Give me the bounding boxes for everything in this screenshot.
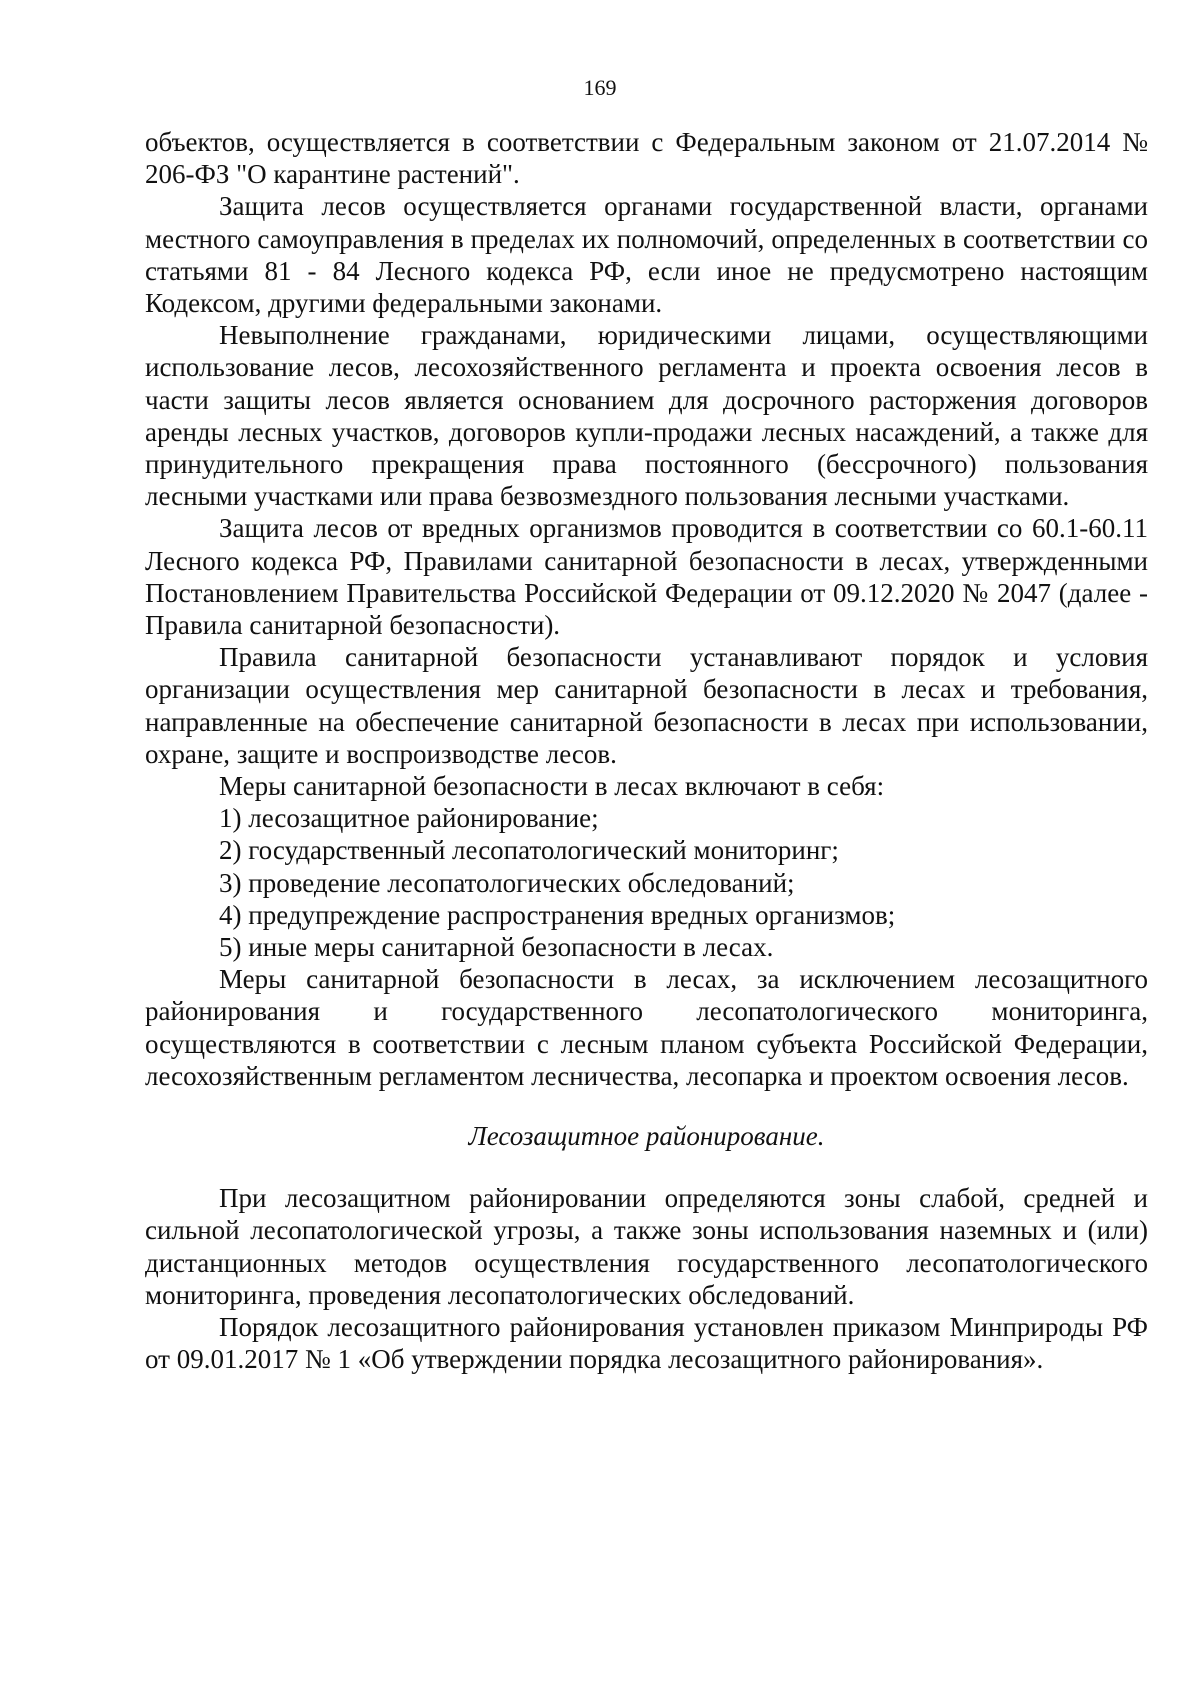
list-item: 5) иные меры санитарной безопасности в лесах. bbox=[219, 932, 774, 963]
paragraph: Правила санитарной безопасности устанавливают порядок и условия организации осуществления мер санитарной безопасности в лесах и требования, направленные на обеспечение санитарной безопасности в лесах при использовании, охране, защите и воспроизводстве лесов. bbox=[145, 642, 1148, 769]
paragraph: Защита лесов от вредных организмов проводится в соответствии со 60.1-60.11 Лесного кодекса РФ, Правилами санитарной безопасности в лесах, утвержденными Постановлением Правительства Российской Федерации от 09.12.2020 № 2047 (далее - Правила санитарной безопасности). bbox=[145, 513, 1148, 641]
paragraph: Защита лесов осуществляется органами государственной власти, органами местного самоуправления в пределах их полномочий, определенных в соответствии со статьями 81 - 84 Лесного кодекса РФ, если иное не предусмотрено настоящим Кодексом, другими федеральными законами. bbox=[145, 191, 1148, 319]
paragraph: Невыполнение гражданами, юридическими лицами, осуществляющими использование лесов, лесохозяйственного регламента и проекта освоения лесов в части защиты лесов является основанием для досрочного расторжения договоров аренды лесных участков, договоров купли-продажи лесных насаждений, а также для принудительного прекращения права постоянного (бессрочного) пользования лесными участками или права безвозмездного пользования лесными участками. bbox=[145, 320, 1148, 512]
list-item: 1) лесозащитное районирование; bbox=[219, 803, 599, 834]
document-body bbox=[145, 126, 1148, 1375]
section-heading: Лесозащитное районирование. bbox=[468, 1121, 825, 1152]
page-number: 169 bbox=[583, 75, 617, 100]
measures-list bbox=[145, 802, 1148, 963]
paragraph: Порядок лесозащитного районирования установлен приказом Минприроды РФ от 09.01.2017 № 1 «Об утверждении порядка лесозащитного районирования». bbox=[145, 1311, 1148, 1375]
list-item: 2) государственный лесопатологический мониторинг; bbox=[219, 835, 839, 866]
paragraph: Меры санитарной безопасности в лесах, за исключением лесозащитного районирования и государственного лесопатологического мониторинга, осуществляются в соответствии с лесным планом субъекта Российской Федерации, лесохозяйственным регламентом лесничества, лесопарка и проектом освоения лесов. bbox=[145, 964, 1148, 1091]
list-item: 3) проведение лесопатологических обследований; bbox=[219, 867, 795, 898]
paragraph: При лесозащитном районировании определяются зоны слабой, средней и сильной лесопатологической угрозы, а также зоны использования наземных и (или) дистанционных методов осуществления государственного лесопатологического мониторинга, проведения лесопатологических обследований. bbox=[145, 1183, 1148, 1310]
list-item: 4) предупреждение распространения вредных организмов; bbox=[219, 899, 896, 930]
paragraph: Меры санитарной безопасности в лесах включают в себя: bbox=[219, 771, 885, 802]
paragraph: объектов, осуществляется в соответствии с Федеральным законом от 21.07.2014 № 206-ФЗ "О карантине растений". bbox=[145, 127, 1148, 190]
